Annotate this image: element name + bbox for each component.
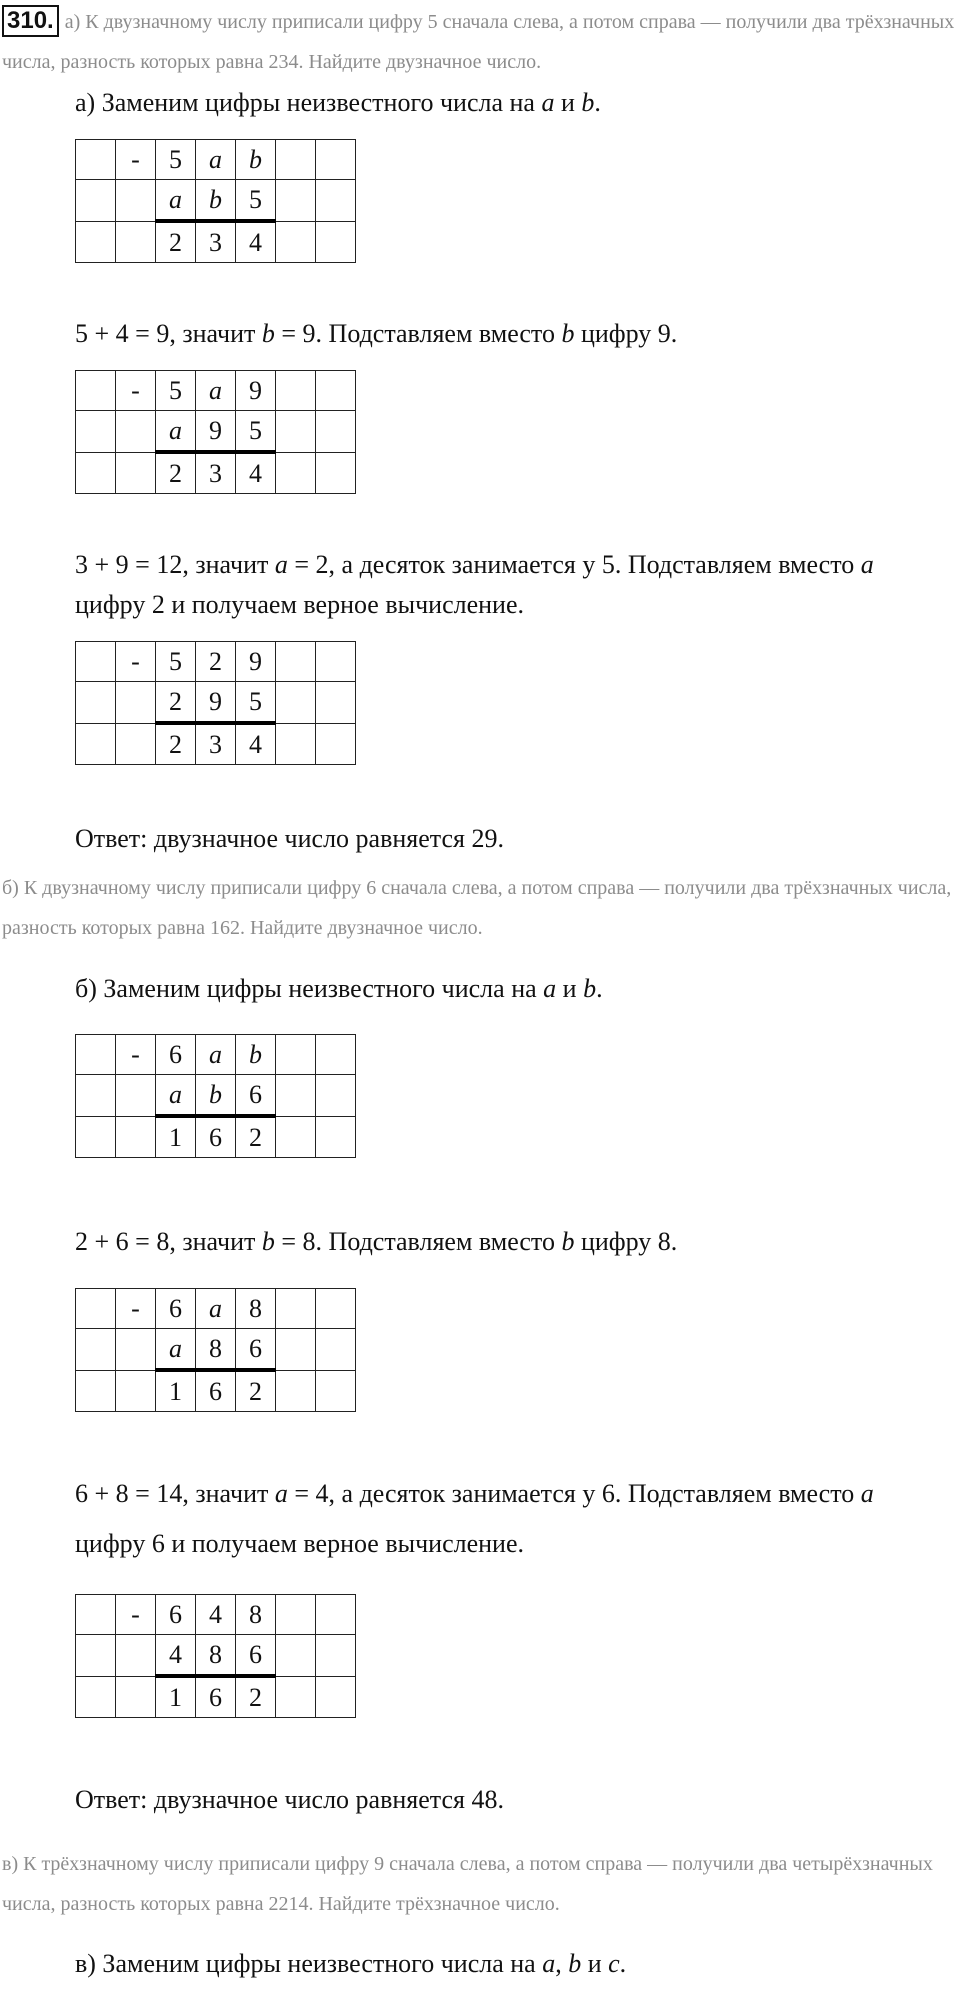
grid-cell [276, 180, 316, 222]
var: b [261, 1227, 275, 1256]
grid-cell: a [196, 371, 236, 411]
grid-cell [116, 1075, 156, 1117]
grid-a1 [75, 139, 356, 263]
grid-cell [316, 1075, 356, 1117]
sol-a-step2 [75, 314, 955, 354]
grid-cell: 6 [156, 1289, 196, 1329]
grid-cell [316, 1329, 356, 1371]
grid-cell [76, 1035, 116, 1075]
grid-cell: 1 [156, 1370, 196, 1412]
text: = 9. Подставляем вместо [274, 319, 562, 348]
sol-c-step1 [75, 1944, 955, 1984]
grid-row [76, 1075, 356, 1117]
grid-cell: 3 [196, 723, 236, 765]
grid-cell: 6 [196, 1676, 236, 1718]
grid-cell [276, 682, 316, 724]
grid-cell [316, 221, 356, 263]
var: a [542, 1949, 556, 1978]
grid-cell [76, 1329, 116, 1371]
var: b [581, 88, 595, 117]
grid-cell [276, 1595, 316, 1635]
grid-cell: 9 [196, 682, 236, 724]
text: б) Заменим цифры неизвестного числа на [75, 974, 544, 1003]
grid-cell [76, 371, 116, 411]
grid-cell [276, 1035, 316, 1075]
grid-cell [76, 1075, 116, 1117]
var: a [274, 1479, 288, 1508]
grid-row [76, 221, 356, 263]
grid-cell: - [116, 1289, 156, 1329]
grid-cell [116, 221, 156, 263]
task-b-statement: б) К двузначному числу приписали цифру 6 сначала слева, а потом справа — получили два трёхзначных числа, разность которых равна 162. Найдите двузначное число. [2, 877, 952, 939]
grid-cell: b [196, 1075, 236, 1117]
text: . [619, 1949, 627, 1978]
grid-cell: 9 [236, 371, 276, 411]
var: a [860, 550, 874, 579]
grid-cell: - [116, 1035, 156, 1075]
grid-cell: 8 [196, 1329, 236, 1371]
text: в) Заменим цифры неизвестного числа на [75, 1949, 543, 1978]
grid-row [76, 1595, 356, 1635]
text: . [596, 974, 603, 1003]
text: цифру 9. [574, 319, 678, 348]
text: . [594, 88, 601, 117]
text: 2 + 6 = 8, значит [75, 1227, 262, 1256]
grid-cell [76, 452, 116, 494]
grid-cell: 6 [196, 1370, 236, 1412]
grid-cell [276, 1370, 316, 1412]
text: и [581, 1949, 609, 1978]
grid-cell: 9 [236, 642, 276, 682]
answer-a: Ответ: двузначное число равняется 29. [75, 824, 504, 853]
grid-cell: 5 [156, 140, 196, 180]
grid-cell: 8 [236, 1289, 276, 1329]
grid-row [76, 371, 356, 411]
grid-cell [76, 411, 116, 453]
grid-cell [276, 140, 316, 180]
grid-cell: 4 [156, 1635, 196, 1677]
grid-cell [316, 180, 356, 222]
grid-cell: a [196, 1289, 236, 1329]
task-c-statement: в) К трёхзначному числу приписали цифру 9 сначала слева, а потом справа — получили два четырёхзначных числа, разность которых равна 2214. Найдите трёхзначное число. [2, 1853, 933, 1915]
grid-cell [276, 642, 316, 682]
grid-cell [116, 1635, 156, 1677]
text: и [556, 974, 584, 1003]
grid-cell [276, 1289, 316, 1329]
grid-cell [76, 723, 116, 765]
grid-b3 [75, 1594, 356, 1718]
var: a [541, 88, 555, 117]
var: b [561, 319, 575, 348]
grid-cell: 9 [196, 411, 236, 453]
grid-cell: 2 [236, 1370, 276, 1412]
grid-cell [316, 452, 356, 494]
grid-cell [116, 1116, 156, 1158]
grid-row [76, 1329, 356, 1371]
grid-cell [76, 1676, 116, 1718]
grid-cell [276, 1329, 316, 1371]
grid-cell [116, 180, 156, 222]
sol-b-step2 [75, 1222, 955, 1262]
problem-number: 310. [2, 5, 59, 37]
grid-cell: 2 [196, 642, 236, 682]
grid-cell [316, 1676, 356, 1718]
grid-row [76, 1289, 356, 1329]
grid-cell [76, 1289, 116, 1329]
grid-cell [276, 1676, 316, 1718]
task-a-text: а) К двузначному числу приписали цифру 5 сначала слева, а потом справа — получили два трёхзначных числа, разность которых равна 234. Найдите двузначное число. [2, 11, 955, 73]
grid-cell: 8 [236, 1595, 276, 1635]
grid-cell: 6 [236, 1635, 276, 1677]
grid-cell: 2 [156, 723, 196, 765]
grid-cell: 8 [196, 1635, 236, 1677]
grid-cell: b [236, 140, 276, 180]
text: , [555, 1949, 569, 1978]
sol-b-step1 [75, 969, 955, 1009]
grid-cell: 2 [156, 452, 196, 494]
grid-cell: a [156, 411, 196, 453]
var: a [543, 974, 557, 1003]
grid-cell [116, 1370, 156, 1412]
grid-cell [276, 1075, 316, 1117]
grid-a2 [75, 370, 356, 494]
grid-cell [76, 642, 116, 682]
grid-cell: 4 [236, 221, 276, 263]
var: b [583, 974, 597, 1003]
text: 6 + 8 = 14, значит [75, 1479, 275, 1508]
grid-cell [316, 642, 356, 682]
grid-cell: 2 [236, 1676, 276, 1718]
grid-cell: 5 [236, 180, 276, 222]
grid-cell [76, 140, 116, 180]
grid-cell: b [196, 180, 236, 222]
text: = 4, а десяток занимается у 6. Подставляем вместо [287, 1479, 861, 1508]
grid-cell [76, 1370, 116, 1412]
grid-cell [316, 1289, 356, 1329]
grid-cell [116, 452, 156, 494]
text: цифру 8. [574, 1227, 678, 1256]
grid-row [76, 642, 356, 682]
grid-cell [276, 723, 316, 765]
grid-cell: a [196, 1035, 236, 1075]
text: = 8. Подставляем вместо [274, 1227, 562, 1256]
grid-cell: 6 [236, 1075, 276, 1117]
grid-cell: 4 [236, 723, 276, 765]
var: c [608, 1949, 620, 1978]
grid-cell [316, 1370, 356, 1412]
grid-cell [116, 723, 156, 765]
text: 5 + 4 = 9, значит [75, 319, 262, 348]
grid-cell [316, 682, 356, 724]
grid-cell: 5 [156, 642, 196, 682]
grid-cell: b [236, 1035, 276, 1075]
grid-cell [316, 1595, 356, 1635]
grid-cell [76, 1635, 116, 1677]
grid-cell: 6 [196, 1116, 236, 1158]
grid-cell: 5 [156, 371, 196, 411]
grid-cell: - [116, 140, 156, 180]
var: b [561, 1227, 575, 1256]
grid-cell: 6 [156, 1595, 196, 1635]
text: а) Заменим цифры неизвестного числа на [75, 88, 542, 117]
grid-cell [76, 180, 116, 222]
answer-b: Ответ: двузначное число равняется 48. [75, 1785, 504, 1814]
grid-row [76, 1370, 356, 1412]
text: = 2, а десяток занимается у 5. Подставляем вместо [287, 550, 861, 579]
grid-cell: a [156, 180, 196, 222]
grid-b1 [75, 1034, 356, 1158]
text: 3 + 9 = 12, значит [75, 550, 275, 579]
grid-cell: 5 [236, 411, 276, 453]
grid-cell [116, 1676, 156, 1718]
grid-row [76, 682, 356, 724]
var: b [261, 319, 275, 348]
grid-cell: 6 [236, 1329, 276, 1371]
sol-b-step3-line2: цифру 6 и получаем верное вычисление. [75, 1529, 524, 1558]
grid-cell [316, 411, 356, 453]
grid-cell [276, 221, 316, 263]
var: b [568, 1949, 582, 1978]
grid-cell [316, 140, 356, 180]
grid-cell [316, 1035, 356, 1075]
grid-cell: 2 [156, 221, 196, 263]
grid-cell: 3 [196, 221, 236, 263]
grid-cell: 4 [236, 452, 276, 494]
grid-cell [116, 682, 156, 724]
grid-cell: 1 [156, 1116, 196, 1158]
grid-cell [76, 682, 116, 724]
grid-row [76, 1035, 356, 1075]
grid-cell: - [116, 371, 156, 411]
grid-cell [316, 1635, 356, 1677]
grid-cell: a [156, 1075, 196, 1117]
grid-cell [316, 371, 356, 411]
grid-a3 [75, 641, 356, 765]
grid-cell [76, 1595, 116, 1635]
var: a [274, 550, 288, 579]
grid-cell: - [116, 1595, 156, 1635]
grid-row [76, 411, 356, 453]
text: и [554, 88, 582, 117]
grid-cell [316, 1116, 356, 1158]
grid-cell: 6 [156, 1035, 196, 1075]
grid-cell: a [156, 1329, 196, 1371]
sol-a-step3-line2: цифру 2 и получаем верное вычисление. [75, 590, 524, 619]
grid-cell: 5 [236, 682, 276, 724]
grid-cell: 4 [196, 1595, 236, 1635]
grid-cell [316, 723, 356, 765]
grid-b2 [75, 1288, 356, 1412]
task-a-statement [2, 2, 957, 82]
grid-row [76, 1635, 356, 1677]
grid-cell [276, 452, 316, 494]
grid-cell [76, 221, 116, 263]
grid-cell [276, 411, 316, 453]
grid-row [76, 723, 356, 765]
grid-cell [276, 1116, 316, 1158]
grid-cell: 1 [156, 1676, 196, 1718]
grid-cell: 2 [236, 1116, 276, 1158]
grid-cell: 3 [196, 452, 236, 494]
sol-a-step3 [75, 545, 955, 585]
sol-b-step3 [75, 1474, 955, 1514]
grid-cell [276, 1635, 316, 1677]
grid-row [76, 452, 356, 494]
grid-row [76, 140, 356, 180]
grid-row [76, 180, 356, 222]
sol-a-step1 [75, 83, 955, 123]
var: a [860, 1479, 874, 1508]
grid-cell [116, 411, 156, 453]
grid-cell: 2 [156, 682, 196, 724]
grid-cell [116, 1329, 156, 1371]
grid-cell [276, 371, 316, 411]
grid-cell: a [196, 140, 236, 180]
grid-row [76, 1116, 356, 1158]
grid-cell: - [116, 642, 156, 682]
grid-cell [76, 1116, 116, 1158]
grid-row [76, 1676, 356, 1718]
